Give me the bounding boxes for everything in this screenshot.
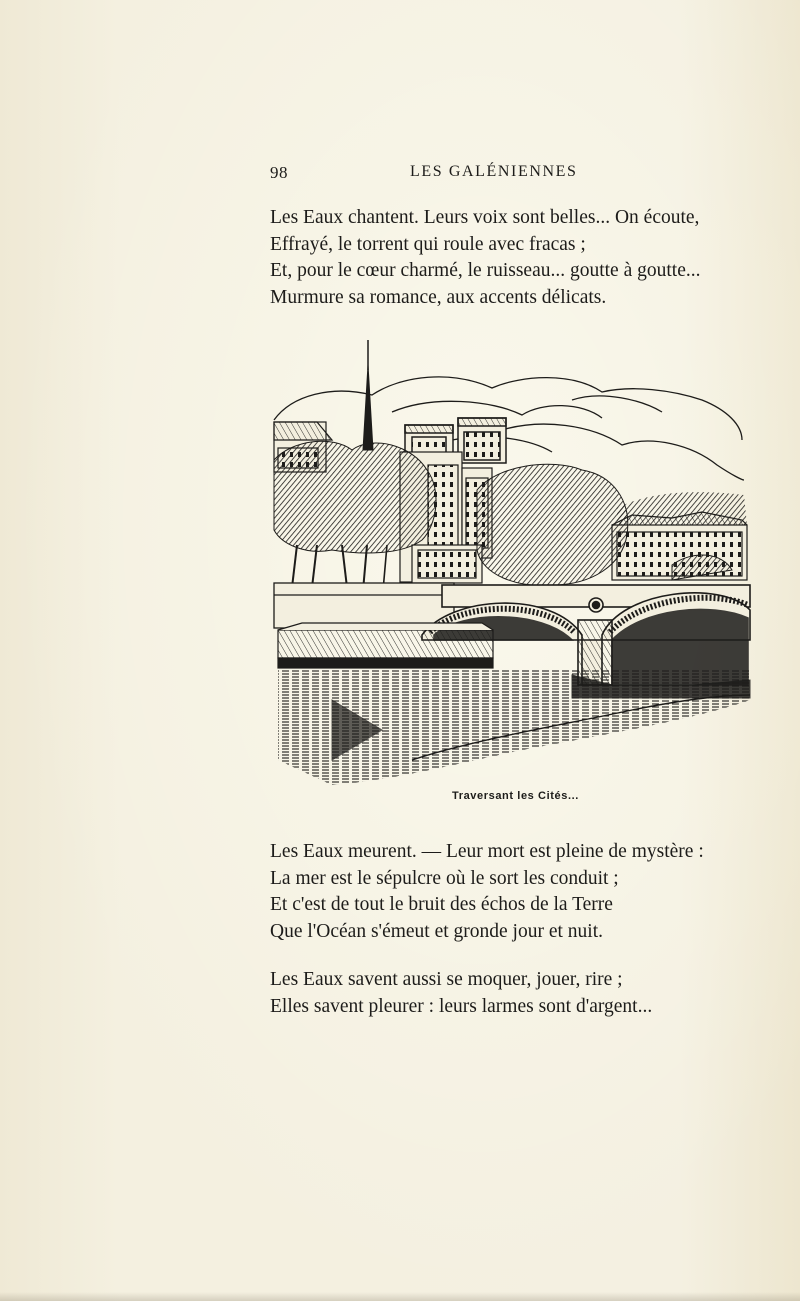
verse-line: Murmure sa romance, aux accents délicats. (270, 286, 607, 308)
stanza-1 (270, 205, 770, 311)
stanza-2 (270, 839, 770, 945)
verse-line: Et, pour le cœur charmé, le ruisseau... goutte à goutte... (270, 260, 701, 281)
verse-line: La mer est le sépulcre où le sort les conduit ; (270, 867, 619, 889)
verse-line: Les Eaux chantent. Leurs voix sont belles... On écoute, (270, 207, 700, 228)
verse-line: Que l'Océan s'émeut et gronde jour et nuit. (270, 920, 604, 942)
stanza-3 (270, 967, 770, 1020)
verse-line: Elles savent pleurer : leurs larmes sont d'argent... (270, 995, 653, 1017)
running-head (270, 163, 750, 185)
quay (274, 583, 454, 628)
verse-line: Effrayé, le torrent qui roule avec fracas ; (270, 233, 586, 255)
page-bottom-edge (0, 1292, 800, 1301)
verse-line: Et c'est de tout le bruit des échos de la Terre (270, 894, 613, 915)
water (278, 670, 750, 785)
illustration-caption: Traversant les Cités... (452, 790, 579, 802)
barge (278, 623, 493, 668)
engraving-illustration (272, 340, 752, 790)
verse-line: Les Eaux meurent. — Leur mort est pleine de mystère : (270, 841, 704, 862)
running-title: LES GALÉNIENNES (410, 163, 578, 180)
verse-line: Les Eaux savent aussi se moquer, jouer, rire ; (270, 969, 623, 990)
page-number: 98 (270, 163, 288, 182)
